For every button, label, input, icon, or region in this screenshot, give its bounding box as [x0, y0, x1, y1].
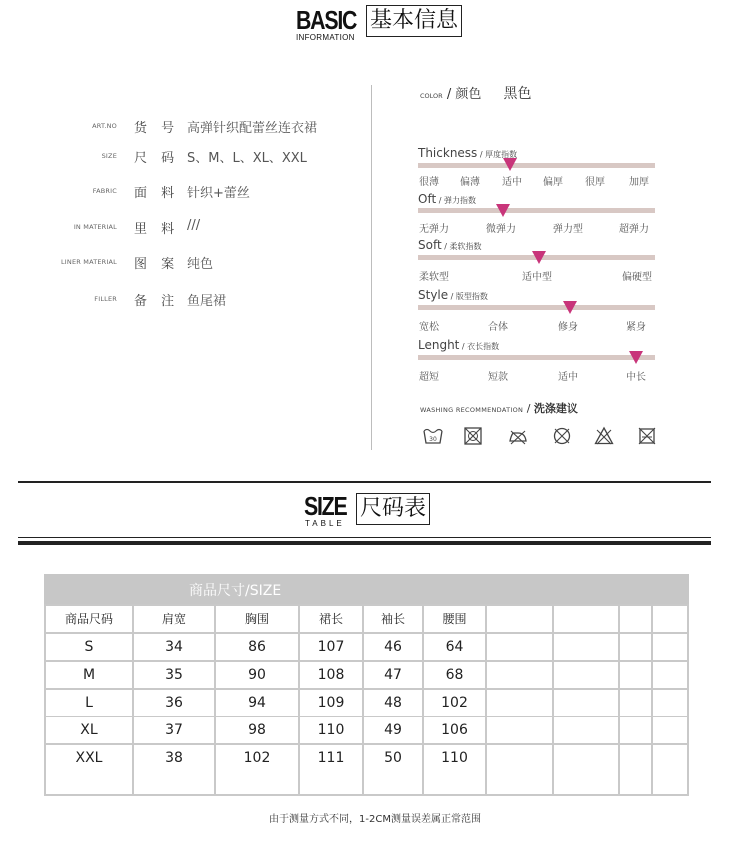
- table-cell: [653, 662, 687, 688]
- table-cell: 90: [216, 662, 298, 688]
- table-cell: 102: [216, 745, 298, 771]
- svg-text:30: 30: [429, 436, 437, 443]
- table-cell: [653, 717, 687, 743]
- info-row-size: [0, 147, 370, 167]
- metric-label: 加厚: [629, 177, 649, 188]
- metric-label: 中长: [626, 372, 646, 383]
- table-header-cell: 肩宽: [134, 606, 214, 632]
- table-cell: [554, 745, 618, 771]
- metric-label: 超短: [419, 372, 439, 383]
- table-cell: 49: [364, 717, 422, 743]
- table-header-cell: 裙长: [300, 606, 362, 632]
- metric-label: 修身: [558, 322, 578, 333]
- metric-label: 微弹力: [486, 224, 516, 235]
- table-cell: 37: [134, 717, 214, 743]
- metric-bar-thickness: [418, 163, 655, 168]
- color-label-sep: /: [446, 87, 456, 102]
- table-cell: 35: [134, 662, 214, 688]
- table-cell: [300, 771, 362, 794]
- metric-marker-lenght: [629, 351, 643, 364]
- basic-header-cn: 基本信息: [366, 5, 462, 37]
- metric-bar-oft: [418, 208, 655, 213]
- metric-label: 弹力型: [553, 224, 583, 235]
- washing-title-en: WASHING RECOMMENDATION: [420, 406, 524, 414]
- metric-bar-lenght: [418, 355, 655, 360]
- metric-subtitle: 柔软指数: [449, 242, 482, 251]
- table-cell: [554, 690, 618, 716]
- metric-subtitle: 衣长指数: [467, 342, 500, 351]
- table-cell: 48: [364, 690, 422, 716]
- metric-title-text: Soft: [418, 238, 442, 252]
- section-divider-top: [18, 481, 711, 483]
- metric-subtitle: 厚度指数: [485, 150, 518, 159]
- info-value: 鱼尾裙: [187, 294, 227, 309]
- no-dry-clean-icon: [552, 426, 572, 446]
- table-cell: 47: [364, 662, 422, 688]
- vertical-divider: [371, 85, 372, 450]
- info-row-fabric: [0, 182, 370, 202]
- table-cell: [554, 771, 618, 794]
- size-table-title-bar: [44, 574, 689, 604]
- double-rule-thin: [18, 537, 711, 538]
- metric-label: 偏厚: [543, 177, 563, 188]
- table-header-cell: 胸围: [216, 606, 298, 632]
- info-label-en: FABRIC: [92, 187, 117, 195]
- metric-subtitle: 弹力指数: [443, 196, 476, 205]
- info-value: ///: [187, 218, 201, 233]
- metric-marker-style: [563, 301, 577, 314]
- info-row-liner-material: [0, 253, 370, 273]
- table-cell: [653, 634, 687, 660]
- table-cell: [216, 771, 298, 794]
- basic-header-en-small: INFORMATION: [296, 33, 355, 42]
- info-value: S、M、L、XL、XXL: [187, 151, 307, 166]
- no-wring-icon: [637, 426, 657, 446]
- table-cell: [620, 634, 651, 660]
- metric-title-text: Style: [418, 288, 449, 302]
- table-header-cell: 商品尺码: [46, 606, 132, 632]
- metric-bar-style: [418, 305, 655, 310]
- info-value: 纯色: [187, 257, 214, 272]
- metric-label: 偏薄: [460, 177, 480, 188]
- table-cell: [620, 717, 651, 743]
- info-label-cn: 里 料: [134, 222, 180, 237]
- table-cell: 86: [216, 634, 298, 660]
- color-label-en: COLOR: [420, 92, 443, 100]
- table-cell: [487, 634, 552, 660]
- info-row-filler: [0, 290, 370, 310]
- metric-title-text: Oft: [418, 192, 437, 206]
- table-cell: [487, 717, 552, 743]
- metric-label: 超弹力: [619, 224, 649, 235]
- table-cell: 102: [424, 690, 485, 716]
- table-cell: L: [46, 690, 132, 716]
- metric-marker-thickness: [503, 158, 517, 171]
- table-cell: [134, 771, 214, 794]
- info-label-cn: 面 料: [134, 186, 180, 201]
- info-label-en: LINER MATERIAL: [60, 258, 117, 266]
- table-cell: [620, 662, 651, 688]
- metric-label: 合体: [488, 322, 508, 333]
- metric-label: 适中: [502, 177, 522, 188]
- no-iron-icon: [508, 426, 528, 446]
- no-bleach-icon: [463, 426, 483, 446]
- info-label-en: SIZE: [101, 152, 117, 160]
- table-cell: [487, 771, 552, 794]
- size-table: [44, 574, 689, 796]
- metric-title-style: Style / 版型指数: [418, 288, 488, 302]
- table-cell: 36: [134, 690, 214, 716]
- table-cell: [620, 745, 651, 771]
- table-cell: 110: [300, 717, 362, 743]
- table-cell: 34: [134, 634, 214, 660]
- info-row-art-no: [0, 117, 370, 137]
- metric-label: 适中型: [522, 272, 552, 283]
- size-header-en-small: TABLE: [305, 519, 345, 528]
- size-header-en-big: SIZE: [304, 491, 347, 521]
- metric-label: 很厚: [585, 177, 605, 188]
- metric-marker-oft: [496, 204, 510, 217]
- metric-title-thickness: Thickness / 厚度指数: [418, 146, 518, 160]
- table-cell: [653, 771, 687, 794]
- table-cell: [364, 771, 422, 794]
- table-header-cell: [487, 606, 552, 632]
- table-header-cell: 腰围: [424, 606, 485, 632]
- metric-label: 很薄: [419, 177, 439, 188]
- table-cell: 94: [216, 690, 298, 716]
- metric-title-text: Lenght: [418, 338, 460, 352]
- table-cell: 107: [300, 634, 362, 660]
- table-cell: [487, 745, 552, 771]
- info-label-cn: 图 案: [134, 257, 180, 272]
- table-cell: [620, 771, 651, 794]
- metric-title-lenght: Lenght / 衣长指数: [418, 338, 500, 352]
- table-cell: [653, 690, 687, 716]
- table-header-cell: [653, 606, 687, 632]
- washing-title-cn: 洗涤建议: [533, 402, 578, 415]
- info-label-cn: 货 号: [134, 121, 180, 136]
- info-value: 高弹针织配蕾丝连衣裙: [187, 121, 318, 136]
- table-cell: S: [46, 634, 132, 660]
- size-table-header: [304, 492, 444, 528]
- table-cell: [487, 690, 552, 716]
- metric-title-oft: Oft / 弹力指数: [418, 192, 476, 206]
- table-cell: M: [46, 662, 132, 688]
- table-cell: 111: [300, 745, 362, 771]
- table-cell: [653, 745, 687, 771]
- metric-label: 宽松: [419, 322, 439, 333]
- basic-info-header: [296, 5, 466, 43]
- table-cell: [554, 717, 618, 743]
- metric-label: 柔软型: [419, 272, 449, 283]
- no-tumble-dry-icon: [594, 426, 614, 446]
- table-cell: XL: [46, 717, 132, 743]
- table-cell: [46, 771, 132, 794]
- table-header-cell: 袖长: [364, 606, 422, 632]
- size-table-title: 商品尺寸/SIZE: [189, 583, 282, 599]
- color-label-cn: 颜色: [455, 87, 482, 102]
- table-cell: [487, 662, 552, 688]
- info-label-en: IN MATERIAL: [73, 223, 117, 231]
- washing-title: WASHING RECOMMENDATION / 洗涤建议: [420, 402, 578, 415]
- metric-label: 适中: [558, 372, 578, 383]
- table-cell: 109: [300, 690, 362, 716]
- table-cell: 68: [424, 662, 485, 688]
- metric-subtitle: 版型指数: [455, 292, 488, 301]
- info-value: 针织+蕾丝: [187, 186, 250, 201]
- table-cell: 106: [424, 717, 485, 743]
- metric-title-text: Thickness: [418, 146, 478, 160]
- table-cell: 108: [300, 662, 362, 688]
- table-cell: [424, 771, 485, 794]
- table-cell: 50: [364, 745, 422, 771]
- table-cell: [620, 690, 651, 716]
- table-cell: [554, 662, 618, 688]
- metric-title-soft: Soft / 柔软指数: [418, 238, 482, 252]
- size-header-cn: 尺码表: [356, 493, 430, 525]
- table-cell: 46: [364, 634, 422, 660]
- table-header-cell: [554, 606, 618, 632]
- metric-label: 偏硬型: [622, 272, 652, 283]
- basic-header-en: [296, 7, 369, 42]
- table-header-cell: [620, 606, 651, 632]
- info-row-in-material: [0, 218, 370, 238]
- metric-label: 无弹力: [419, 224, 449, 235]
- color-row: [420, 83, 532, 103]
- table-cell: 110: [424, 745, 485, 771]
- measurement-note: 由于测量方式不同，1-2CM测量误差属正常范围: [269, 814, 481, 825]
- info-label-en: ART.NO: [92, 122, 117, 130]
- info-label-cn: 备 注: [134, 294, 180, 309]
- metric-marker-soft: [532, 251, 546, 264]
- size-header-en: [304, 493, 356, 528]
- table-cell: [554, 634, 618, 660]
- table-cell: XXL: [46, 745, 132, 771]
- metric-label: 短款: [488, 372, 508, 383]
- basic-header-en-big: BASIC: [296, 5, 357, 35]
- metric-label: 紧身: [626, 322, 646, 333]
- wash-30-icon: [423, 426, 443, 446]
- info-label-en: FILLER: [94, 295, 117, 303]
- double-rule-thick: [18, 541, 711, 545]
- table-cell: 38: [134, 745, 214, 771]
- color-value: 黑色: [503, 86, 532, 102]
- table-cell: 64: [424, 634, 485, 660]
- table-cell: 98: [216, 717, 298, 743]
- info-label-cn: 尺 码: [134, 151, 180, 166]
